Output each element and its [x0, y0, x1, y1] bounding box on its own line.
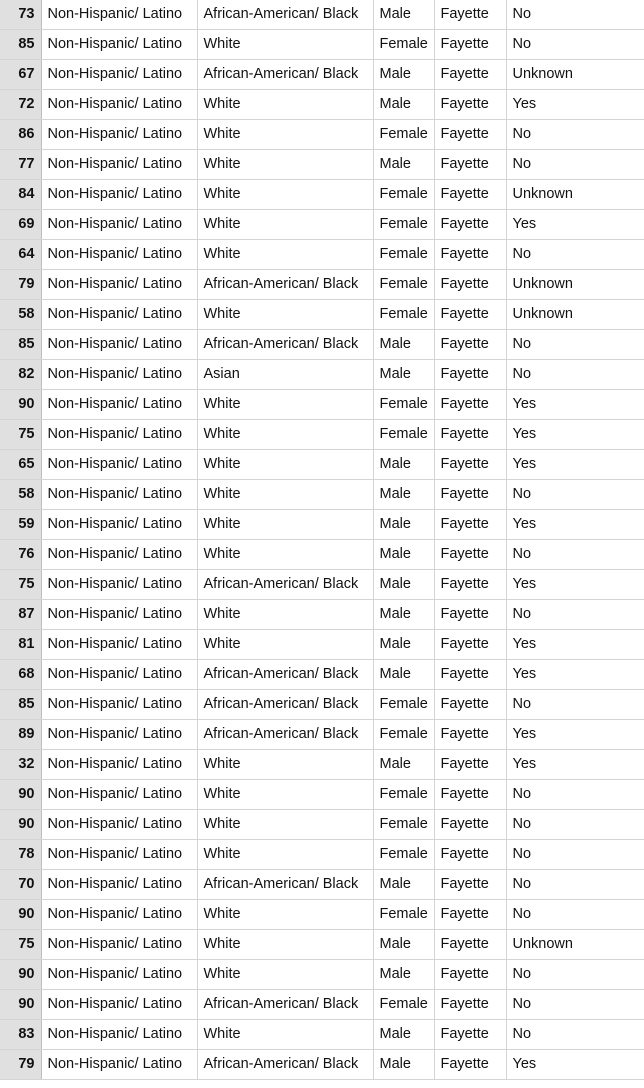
race-cell[interactable]: White [197, 750, 373, 780]
county-cell[interactable]: Fayette [434, 360, 506, 390]
sex-cell[interactable]: Female [373, 390, 434, 420]
sex-cell[interactable]: Female [373, 210, 434, 240]
age-cell[interactable]: 72 [0, 90, 41, 120]
county-cell[interactable]: Fayette [434, 810, 506, 840]
race-cell[interactable]: White [197, 240, 373, 270]
status-cell[interactable]: No [506, 870, 644, 900]
status-cell[interactable]: No [506, 360, 644, 390]
sex-cell[interactable]: Female [373, 780, 434, 810]
table-row [0, 180, 644, 210]
sex-cell[interactable]: Male [373, 90, 434, 120]
ethnicity-cell[interactable]: Non-Hispanic/ Latino [41, 750, 197, 780]
race-cell[interactable]: White [197, 120, 373, 150]
age-cell[interactable]: 86 [0, 120, 41, 150]
ethnicity-cell[interactable]: Non-Hispanic/ Latino [41, 60, 197, 90]
ethnicity-cell[interactable]: Non-Hispanic/ Latino [41, 210, 197, 240]
race-cell[interactable]: White [197, 630, 373, 660]
table-row [0, 60, 644, 90]
age-cell[interactable]: 58 [0, 300, 41, 330]
table-row [0, 150, 644, 180]
county-cell[interactable]: Fayette [434, 570, 506, 600]
ethnicity-cell[interactable]: Non-Hispanic/ Latino [41, 300, 197, 330]
sex-cell[interactable]: Male [373, 570, 434, 600]
race-cell[interactable]: White [197, 780, 373, 810]
county-cell[interactable]: Fayette [434, 780, 506, 810]
ethnicity-cell[interactable]: Non-Hispanic/ Latino [41, 630, 197, 660]
age-cell[interactable]: 77 [0, 150, 41, 180]
sex-cell[interactable]: Female [373, 690, 434, 720]
table-row [0, 690, 644, 720]
age-cell[interactable]: 75 [0, 930, 41, 960]
ethnicity-cell[interactable]: Non-Hispanic/ Latino [41, 1020, 197, 1050]
sex-cell[interactable]: Female [373, 240, 434, 270]
status-cell[interactable]: No [506, 690, 644, 720]
race-cell[interactable]: African-American/ Black [197, 570, 373, 600]
race-cell[interactable]: White [197, 960, 373, 990]
sex-cell[interactable]: Male [373, 750, 434, 780]
table-row [0, 390, 644, 420]
race-cell[interactable]: White [197, 150, 373, 180]
ethnicity-cell[interactable]: Non-Hispanic/ Latino [41, 480, 197, 510]
sex-cell[interactable]: Male [373, 330, 434, 360]
race-cell[interactable]: African-American/ Black [197, 990, 373, 1020]
status-cell[interactable]: No [506, 840, 644, 870]
race-cell[interactable]: African-American/ Black [197, 270, 373, 300]
table-row [0, 600, 644, 630]
status-cell[interactable]: Unknown [506, 60, 644, 90]
county-cell[interactable]: Fayette [434, 510, 506, 540]
county-cell[interactable]: Fayette [434, 960, 506, 990]
table-row [0, 480, 644, 510]
status-cell[interactable]: No [506, 330, 644, 360]
status-cell[interactable]: No [506, 540, 644, 570]
status-cell[interactable]: Yes [506, 450, 644, 480]
county-cell[interactable]: Fayette [434, 480, 506, 510]
race-cell[interactable]: White [197, 480, 373, 510]
race-cell[interactable]: White [197, 450, 373, 480]
table-row [0, 960, 644, 990]
race-cell[interactable]: White [197, 300, 373, 330]
age-cell[interactable]: 67 [0, 60, 41, 90]
ethnicity-cell[interactable]: Non-Hispanic/ Latino [41, 390, 197, 420]
sex-cell[interactable]: Male [373, 510, 434, 540]
race-cell[interactable]: African-American/ Black [197, 690, 373, 720]
status-cell[interactable]: No [506, 30, 644, 60]
sex-cell[interactable]: Female [373, 720, 434, 750]
county-cell[interactable]: Fayette [434, 120, 506, 150]
status-cell[interactable]: Unknown [506, 300, 644, 330]
age-cell[interactable]: 79 [0, 270, 41, 300]
table-row [0, 810, 644, 840]
status-cell[interactable]: No [506, 240, 644, 270]
age-cell[interactable]: 90 [0, 810, 41, 840]
county-cell[interactable]: Fayette [434, 1050, 506, 1080]
sex-cell[interactable]: Male [373, 1050, 434, 1080]
sex-cell[interactable]: Male [373, 960, 434, 990]
table-row [0, 900, 644, 930]
sex-cell[interactable]: Female [373, 990, 434, 1020]
age-cell[interactable]: 83 [0, 1020, 41, 1050]
county-cell[interactable]: Fayette [434, 840, 506, 870]
table-row [0, 780, 644, 810]
county-cell[interactable]: Fayette [434, 450, 506, 480]
ethnicity-cell[interactable]: Non-Hispanic/ Latino [41, 900, 197, 930]
county-cell[interactable]: Fayette [434, 720, 506, 750]
ethnicity-cell[interactable]: Non-Hispanic/ Latino [41, 720, 197, 750]
status-cell[interactable]: Yes [506, 390, 644, 420]
ethnicity-cell[interactable]: Non-Hispanic/ Latino [41, 540, 197, 570]
sex-cell[interactable]: Male [373, 0, 434, 30]
race-cell[interactable]: Asian [197, 360, 373, 390]
race-cell[interactable]: White [197, 420, 373, 450]
sex-cell[interactable]: Male [373, 930, 434, 960]
status-cell[interactable]: No [506, 600, 644, 630]
age-cell[interactable]: 58 [0, 480, 41, 510]
table-row [0, 870, 644, 900]
sex-cell[interactable]: Male [373, 450, 434, 480]
county-cell[interactable]: Fayette [434, 600, 506, 630]
status-cell[interactable]: No [506, 900, 644, 930]
sex-cell[interactable]: Female [373, 420, 434, 450]
county-cell[interactable]: Fayette [434, 420, 506, 450]
age-cell[interactable]: 69 [0, 210, 41, 240]
ethnicity-cell[interactable]: Non-Hispanic/ Latino [41, 30, 197, 60]
age-cell[interactable]: 85 [0, 690, 41, 720]
table-row [0, 540, 644, 570]
status-cell[interactable]: Unknown [506, 270, 644, 300]
table-row [0, 570, 644, 600]
county-cell[interactable]: Fayette [434, 0, 506, 30]
table-row [0, 630, 644, 660]
sex-cell[interactable]: Male [373, 60, 434, 90]
table-row [0, 30, 644, 60]
ethnicity-cell[interactable]: Non-Hispanic/ Latino [41, 690, 197, 720]
ethnicity-cell[interactable]: Non-Hispanic/ Latino [41, 150, 197, 180]
county-cell[interactable]: Fayette [434, 150, 506, 180]
table-row [0, 90, 644, 120]
status-cell[interactable]: Yes [506, 750, 644, 780]
county-cell[interactable]: Fayette [434, 240, 506, 270]
race-cell[interactable]: African-American/ Black [197, 330, 373, 360]
table-row [0, 330, 644, 360]
county-cell[interactable]: Fayette [434, 210, 506, 240]
sex-cell[interactable]: Female [373, 840, 434, 870]
sex-cell[interactable]: Male [373, 540, 434, 570]
table-row [0, 660, 644, 690]
race-cell[interactable]: White [197, 1020, 373, 1050]
ethnicity-cell[interactable]: Non-Hispanic/ Latino [41, 270, 197, 300]
table-row [0, 1020, 644, 1050]
ethnicity-cell[interactable]: Non-Hispanic/ Latino [41, 870, 197, 900]
age-cell[interactable]: 65 [0, 450, 41, 480]
table-row [0, 720, 644, 750]
status-cell[interactable]: Yes [506, 1050, 644, 1080]
status-cell[interactable]: Yes [506, 210, 644, 240]
county-cell[interactable]: Fayette [434, 870, 506, 900]
table-row [0, 420, 644, 450]
age-cell[interactable]: 82 [0, 360, 41, 390]
ethnicity-cell[interactable]: Non-Hispanic/ Latino [41, 420, 197, 450]
race-cell[interactable]: African-American/ Black [197, 0, 373, 30]
age-cell[interactable]: 73 [0, 0, 41, 30]
ethnicity-cell[interactable]: Non-Hispanic/ Latino [41, 240, 197, 270]
table-row [0, 1050, 644, 1080]
race-cell[interactable]: African-American/ Black [197, 660, 373, 690]
county-cell[interactable]: Fayette [434, 270, 506, 300]
status-cell[interactable]: No [506, 120, 644, 150]
county-cell[interactable]: Fayette [434, 750, 506, 780]
race-cell[interactable]: White [197, 930, 373, 960]
sex-cell[interactable]: Male [373, 870, 434, 900]
age-cell[interactable]: 90 [0, 390, 41, 420]
table-row [0, 0, 644, 30]
ethnicity-cell[interactable]: Non-Hispanic/ Latino [41, 90, 197, 120]
age-cell[interactable]: 90 [0, 900, 41, 930]
ethnicity-cell[interactable]: Non-Hispanic/ Latino [41, 660, 197, 690]
sex-cell[interactable]: Female [373, 270, 434, 300]
status-cell[interactable]: No [506, 1020, 644, 1050]
sex-cell[interactable]: Female [373, 300, 434, 330]
ethnicity-cell[interactable]: Non-Hispanic/ Latino [41, 570, 197, 600]
county-cell[interactable]: Fayette [434, 60, 506, 90]
table-row [0, 930, 644, 960]
race-cell[interactable]: White [197, 810, 373, 840]
age-cell[interactable]: 75 [0, 570, 41, 600]
ethnicity-cell[interactable]: Non-Hispanic/ Latino [41, 330, 197, 360]
age-cell[interactable]: 79 [0, 1050, 41, 1080]
sex-cell[interactable]: Male [373, 360, 434, 390]
age-cell[interactable]: 85 [0, 30, 41, 60]
sex-cell[interactable]: Male [373, 1020, 434, 1050]
race-cell[interactable]: White [197, 30, 373, 60]
table-row [0, 300, 644, 330]
status-cell[interactable]: Yes [506, 630, 644, 660]
sex-cell[interactable]: Male [373, 600, 434, 630]
ethnicity-cell[interactable]: Non-Hispanic/ Latino [41, 960, 197, 990]
sex-cell[interactable]: Male [373, 660, 434, 690]
table-row [0, 360, 644, 390]
county-cell[interactable]: Fayette [434, 180, 506, 210]
ethnicity-cell[interactable]: Non-Hispanic/ Latino [41, 810, 197, 840]
age-cell[interactable]: 84 [0, 180, 41, 210]
county-cell[interactable]: Fayette [434, 990, 506, 1020]
age-cell[interactable]: 70 [0, 870, 41, 900]
status-cell[interactable]: No [506, 810, 644, 840]
race-cell[interactable]: White [197, 90, 373, 120]
race-cell[interactable]: White [197, 510, 373, 540]
race-cell[interactable]: White [197, 390, 373, 420]
ethnicity-cell[interactable]: Non-Hispanic/ Latino [41, 120, 197, 150]
county-cell[interactable]: Fayette [434, 900, 506, 930]
ethnicity-cell[interactable]: Non-Hispanic/ Latino [41, 600, 197, 630]
county-cell[interactable]: Fayette [434, 540, 506, 570]
status-cell[interactable]: No [506, 480, 644, 510]
sex-cell[interactable]: Male [373, 480, 434, 510]
county-cell[interactable]: Fayette [434, 930, 506, 960]
sex-cell[interactable]: Male [373, 150, 434, 180]
race-cell[interactable]: African-American/ Black [197, 60, 373, 90]
ethnicity-cell[interactable]: Non-Hispanic/ Latino [41, 0, 197, 30]
status-cell[interactable]: Yes [506, 660, 644, 690]
age-cell[interactable]: 59 [0, 510, 41, 540]
table-row [0, 270, 644, 300]
ethnicity-cell[interactable]: Non-Hispanic/ Latino [41, 990, 197, 1020]
status-cell[interactable]: No [506, 0, 644, 30]
age-cell[interactable]: 90 [0, 960, 41, 990]
county-cell[interactable]: Fayette [434, 330, 506, 360]
race-cell[interactable]: White [197, 210, 373, 240]
sex-cell[interactable]: Female [373, 180, 434, 210]
county-cell[interactable]: Fayette [434, 90, 506, 120]
county-cell[interactable]: Fayette [434, 630, 506, 660]
status-cell[interactable]: Yes [506, 90, 644, 120]
race-cell[interactable]: White [197, 180, 373, 210]
sex-cell[interactable]: Female [373, 900, 434, 930]
ethnicity-cell[interactable]: Non-Hispanic/ Latino [41, 930, 197, 960]
status-cell[interactable]: No [506, 960, 644, 990]
age-cell[interactable]: 76 [0, 540, 41, 570]
table-row [0, 840, 644, 870]
age-cell[interactable]: 75 [0, 420, 41, 450]
county-cell[interactable]: Fayette [434, 660, 506, 690]
county-cell[interactable]: Fayette [434, 30, 506, 60]
status-cell[interactable]: Yes [506, 510, 644, 540]
race-cell[interactable]: White [197, 840, 373, 870]
age-cell[interactable]: 32 [0, 750, 41, 780]
race-cell[interactable]: African-American/ Black [197, 720, 373, 750]
age-cell[interactable]: 90 [0, 780, 41, 810]
ethnicity-cell[interactable]: Non-Hispanic/ Latino [41, 450, 197, 480]
sex-cell[interactable]: Female [373, 810, 434, 840]
status-cell[interactable]: No [506, 150, 644, 180]
status-cell[interactable]: Yes [506, 720, 644, 750]
ethnicity-cell[interactable]: Non-Hispanic/ Latino [41, 510, 197, 540]
sex-cell[interactable]: Male [373, 630, 434, 660]
race-cell[interactable]: African-American/ Black [197, 1050, 373, 1080]
ethnicity-cell[interactable]: Non-Hispanic/ Latino [41, 780, 197, 810]
status-cell[interactable]: No [506, 780, 644, 810]
county-cell[interactable]: Fayette [434, 1020, 506, 1050]
county-cell[interactable]: Fayette [434, 690, 506, 720]
ethnicity-cell[interactable]: Non-Hispanic/ Latino [41, 1050, 197, 1080]
table-row [0, 120, 644, 150]
age-cell[interactable]: 78 [0, 840, 41, 870]
race-cell[interactable]: White [197, 600, 373, 630]
sex-cell[interactable]: Female [373, 30, 434, 60]
ethnicity-cell[interactable]: Non-Hispanic/ Latino [41, 360, 197, 390]
county-cell[interactable]: Fayette [434, 390, 506, 420]
status-cell[interactable]: Yes [506, 570, 644, 600]
table-row [0, 990, 644, 1020]
county-cell[interactable]: Fayette [434, 300, 506, 330]
status-cell[interactable]: No [506, 990, 644, 1020]
age-cell[interactable]: 85 [0, 330, 41, 360]
table-row [0, 750, 644, 780]
table-row [0, 510, 644, 540]
status-cell[interactable]: Yes [506, 420, 644, 450]
race-cell[interactable]: White [197, 540, 373, 570]
race-cell[interactable]: White [197, 900, 373, 930]
sex-cell[interactable]: Female [373, 120, 434, 150]
age-cell[interactable]: 64 [0, 240, 41, 270]
age-cell[interactable]: 68 [0, 660, 41, 690]
age-cell[interactable]: 89 [0, 720, 41, 750]
table-row [0, 240, 644, 270]
age-cell[interactable]: 81 [0, 630, 41, 660]
status-cell[interactable]: Unknown [506, 930, 644, 960]
table-row [0, 210, 644, 240]
status-cell[interactable]: Unknown [506, 180, 644, 210]
age-cell[interactable]: 87 [0, 600, 41, 630]
ethnicity-cell[interactable]: Non-Hispanic/ Latino [41, 180, 197, 210]
table-row [0, 450, 644, 480]
race-cell[interactable]: African-American/ Black [197, 870, 373, 900]
ethnicity-cell[interactable]: Non-Hispanic/ Latino [41, 840, 197, 870]
age-cell[interactable]: 90 [0, 990, 41, 1020]
